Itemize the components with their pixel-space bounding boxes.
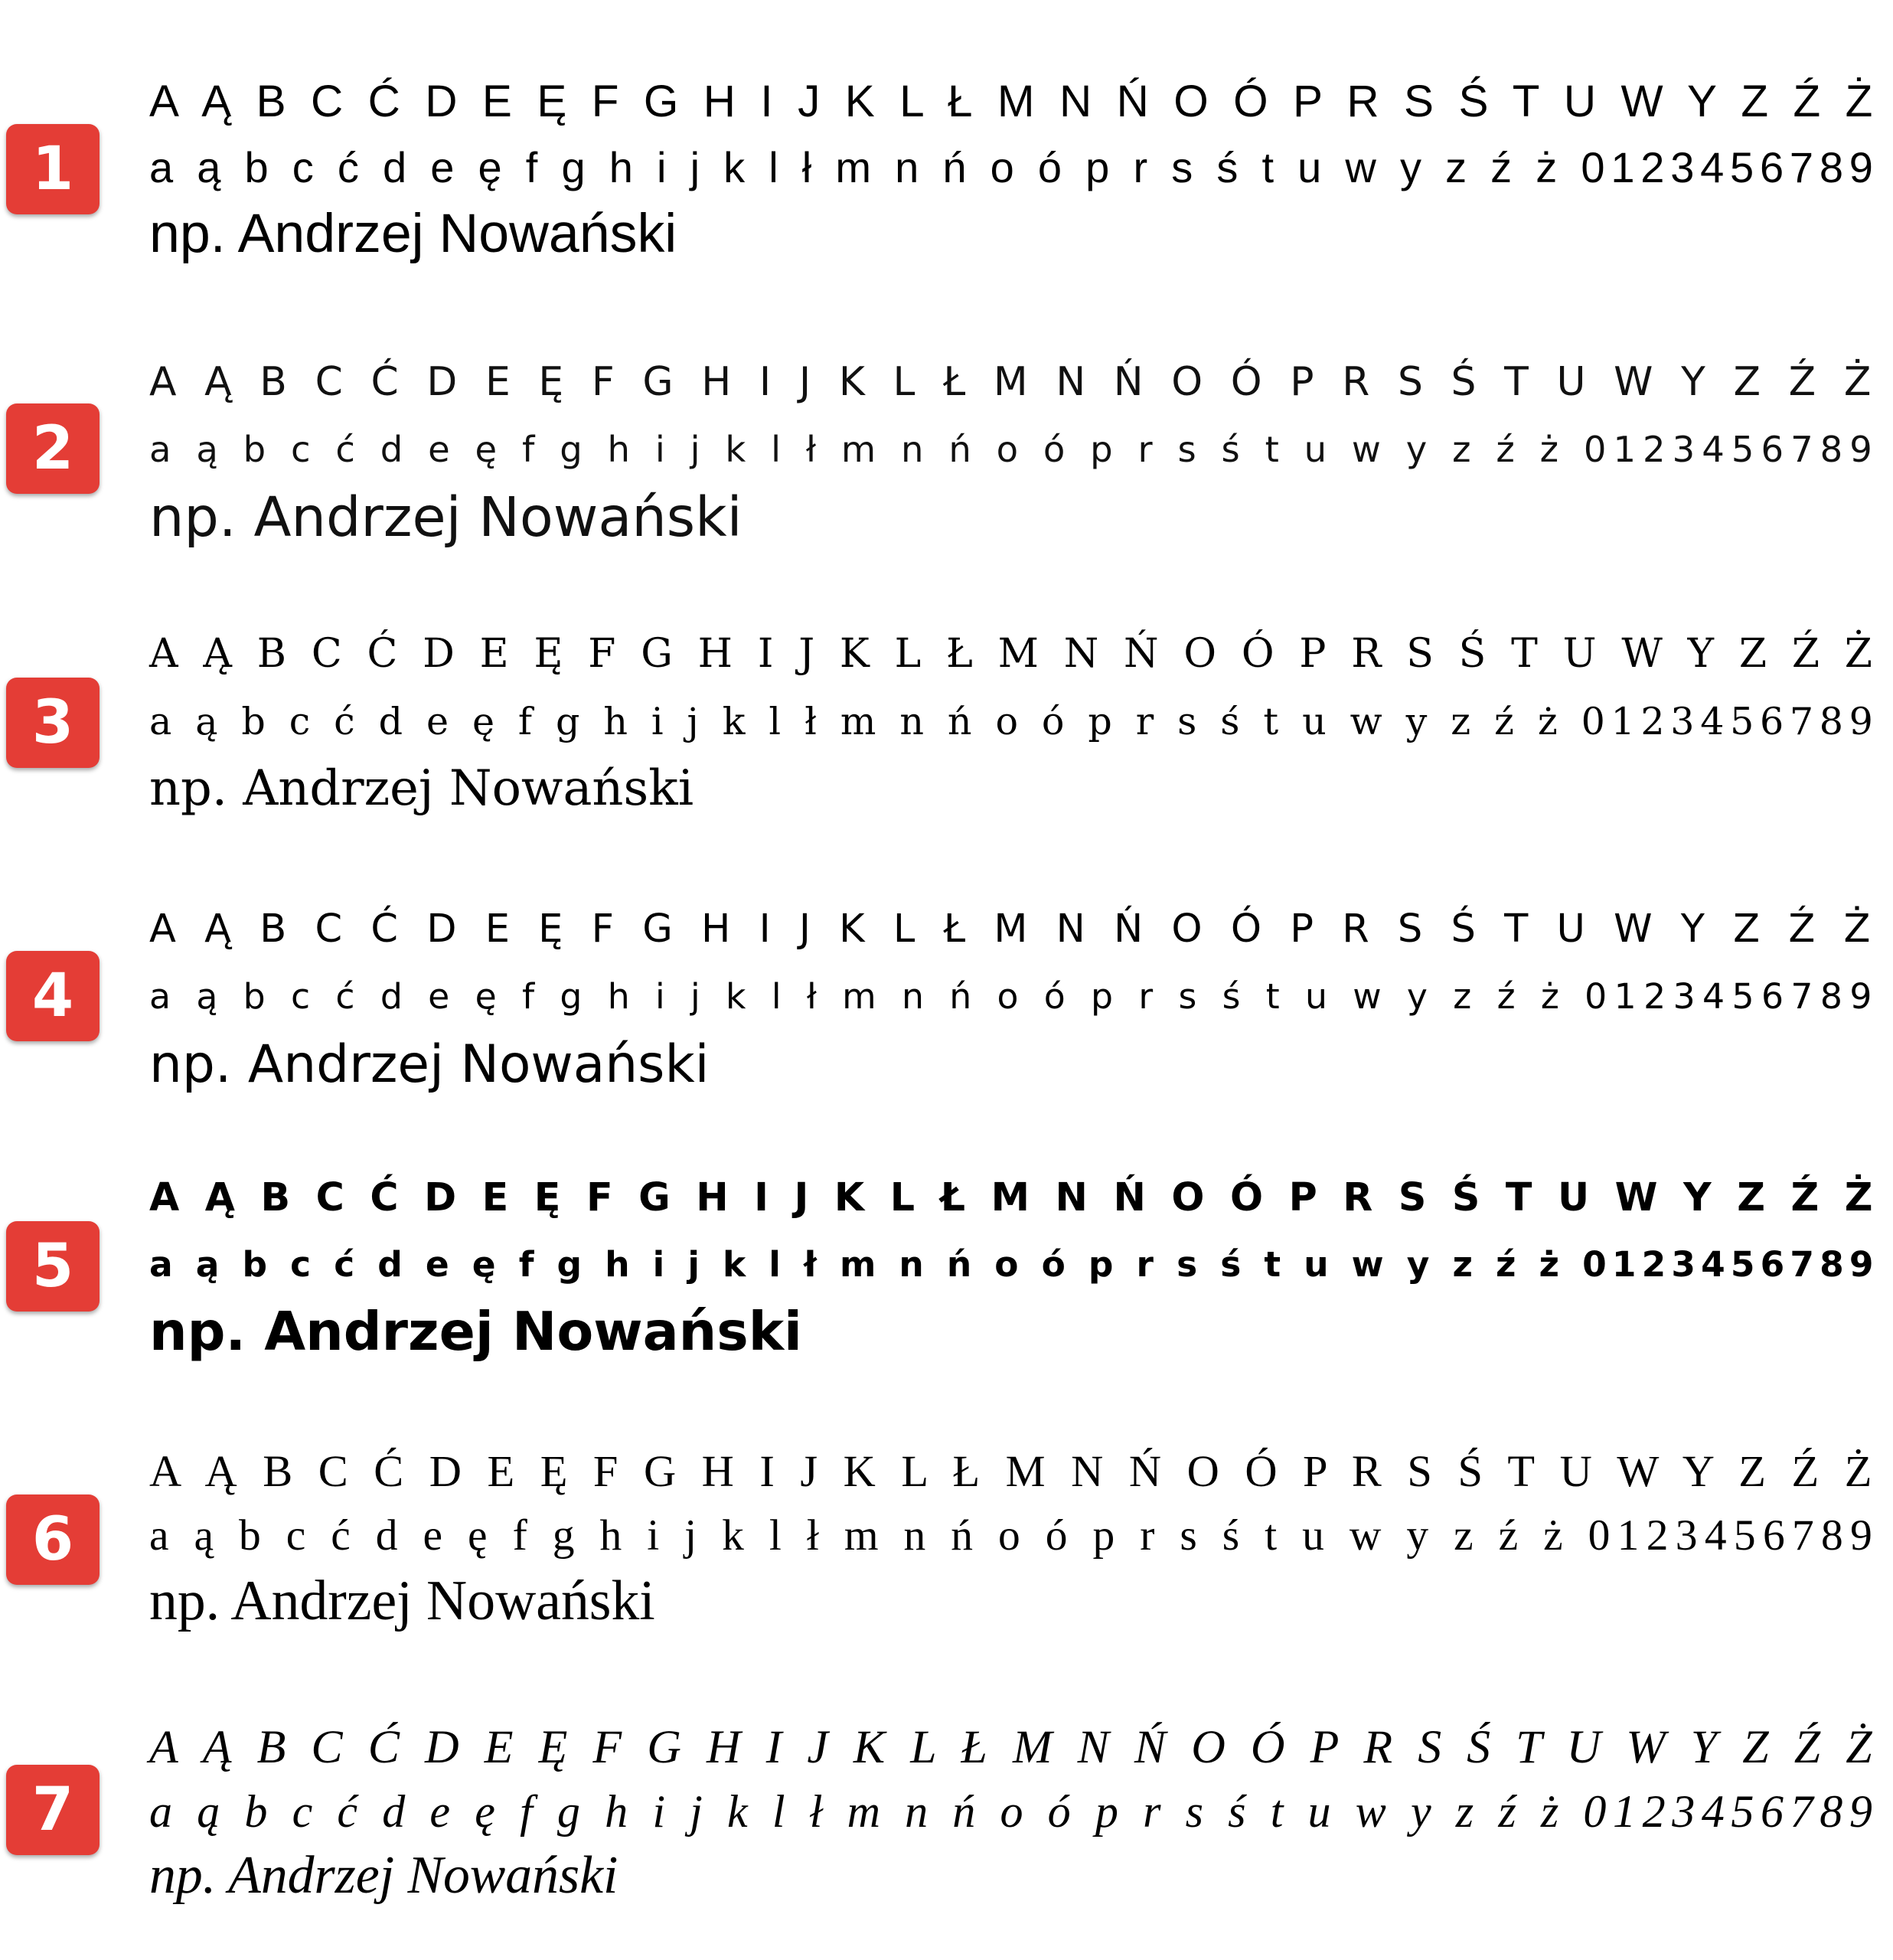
lowercase-alphabet-digits: a ą b c ć d e ę f g h i j k l ł m n ń o ó p r s ś t u w y z ź ż 0123456789 — [149, 429, 1879, 470]
example-name: np. Andrzej Nowański — [149, 1034, 710, 1094]
uppercase-alphabet: A Ą B C Ć D E Ę F G H I J K L Ł M N Ń O Ó P R S Ś T U W Y Z Ź Ż — [149, 1446, 1879, 1496]
sample-number-badge: 4 — [6, 951, 100, 1041]
uppercase-alphabet: A Ą B C Ć D E Ę F G H I J K L Ł M N Ń O Ó P R S Ś T U W Y Z Ź Ż — [149, 1174, 1879, 1220]
lowercase-alphabet-digits: a ą b c ć d e ę f g h i j k l ł m n ń o ó p r s ś t u w y z ź ż 0123456789 — [149, 976, 1879, 1017]
sample-number-badge: 7 — [6, 1765, 100, 1855]
lowercase-alphabet-digits: a ą b c ć d e ę f g h i j k l ł m n ń o ó p r s ś t u w y z ź ż 0123456789 — [149, 699, 1879, 743]
lowercase-alphabet-digits: a ą b c ć d e ę f g h i j k l ł m n ń o ó p r s ś t u w y z ź ż 0123456789 — [149, 143, 1879, 191]
sample-text-block — [149, 1439, 1887, 1632]
sample-number-badge: 2 — [6, 403, 100, 494]
sample-number-badge: 3 — [6, 678, 100, 768]
lowercase-alphabet-digits: a ą b c ć d e ę f g h i j k l ł m n ń o ó p r s ś t u w y z ź ż 0123456789 — [149, 1244, 1879, 1285]
lowercase-alphabet-digits: a ą b c ć d e ę f g h i j k l ł m n ń o ó p r s ś t u w y z ź ż 0123456789 — [149, 1511, 1880, 1560]
uppercase-alphabet: A Ą B C Ć D E Ę F G H I J K L Ł M N Ń O Ó P R S Ś T U W Y Z Ź Ż — [149, 906, 1878, 952]
example-name: np. Andrzej Nowański — [149, 1846, 618, 1905]
sample-text-block — [149, 896, 1887, 1098]
example-name: np. Andrzej Nowański — [149, 760, 694, 817]
sample-number-badge: 1 — [6, 124, 100, 214]
uppercase-alphabet: A Ą B C Ć D E Ę F G H I J K L Ł M N Ń O Ó P R S Ś T U W Y Z Ź Ż — [149, 359, 1879, 405]
example-name: np. Andrzej Nowański — [149, 485, 743, 549]
sample-text-block — [149, 69, 1887, 266]
example-name: np. Andrzej Nowański — [149, 1301, 802, 1363]
example-name: np. Andrzej Nowański — [149, 203, 677, 264]
uppercase-alphabet: A Ą B C Ć D E Ę F G H I J K L Ł M N Ń O Ó P R S Ś T U W Y Z Ź Ż — [149, 1721, 1879, 1773]
sample-text-block — [149, 1164, 1887, 1366]
sample-text-block — [149, 620, 1887, 822]
sample-text-block — [149, 1715, 1887, 1908]
sample-text-block — [149, 348, 1887, 550]
sample-number-badge: 5 — [6, 1221, 100, 1312]
uppercase-alphabet: A Ą B C Ć D E Ę F G H I J K L Ł M N Ń O Ó P R S Ś T U W Y Z Ź Ż — [149, 631, 1879, 677]
sample-number-badge: 6 — [6, 1494, 100, 1585]
lowercase-alphabet-digits: a ą b c ć d e ę f g h i j k l ł m n ń o ó p r s ś t u w y z ź ż 0123456789 — [149, 1785, 1879, 1837]
example-name: np. Andrzej Nowański — [149, 1569, 655, 1632]
uppercase-alphabet: A Ą B C Ć D E Ę F G H I J K L Ł M N Ń O Ó P R S Ś T U W Y Z Ź Ż — [149, 77, 1879, 126]
